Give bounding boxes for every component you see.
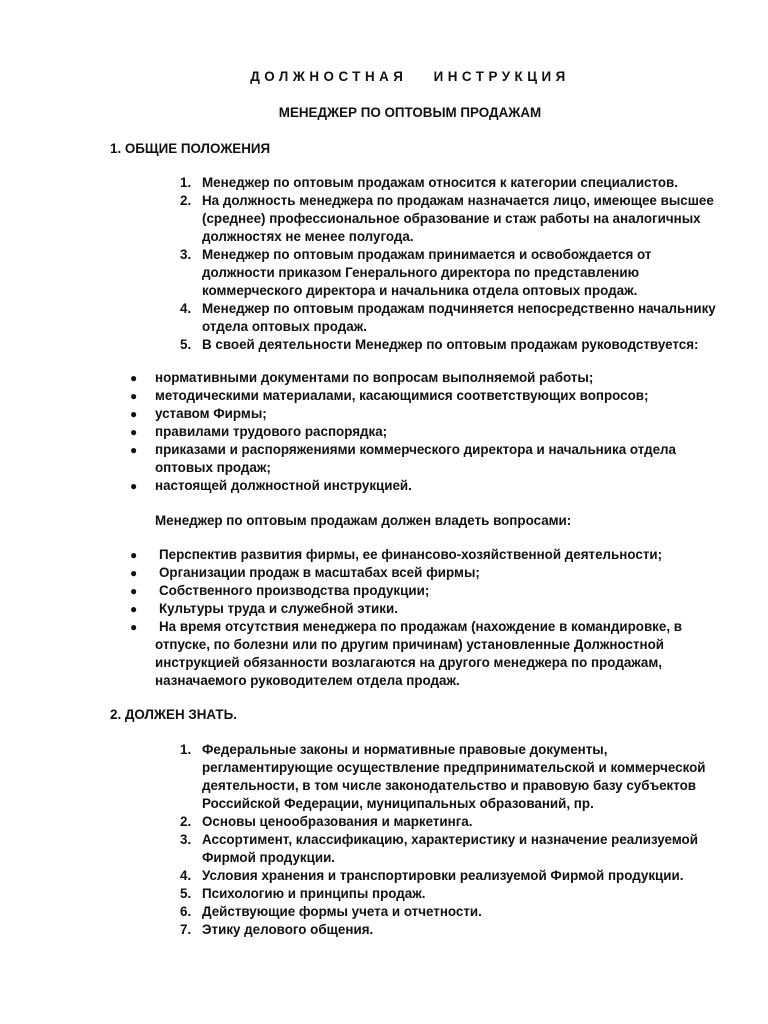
bullet-item xyxy=(130,369,700,387)
knowledge-intro: Менеджер по оптовым продажам должен владеть вопросами: xyxy=(155,513,572,528)
section-2-heading: 2. ДОЛЖЕН ЗНАТЬ. xyxy=(110,707,237,722)
list-item-number: 5. xyxy=(180,337,192,352)
bullet-item xyxy=(130,600,700,618)
list-item-number: 2. xyxy=(180,193,192,208)
list-item-text: На должность менеджера по продажам назначается лицо, имеющее высшее (среднее) профессиональное образование и стаж работы на аналогичных должностях не менее полугода. xyxy=(202,193,714,244)
bullet-icon: ● xyxy=(130,407,138,421)
bullet-icon: ● xyxy=(130,548,138,562)
list-item-text: В своей деятельности Менеджер по оптовым продажам руководствуется: xyxy=(202,337,699,352)
list-item-number: 7. xyxy=(180,922,192,937)
bullet-icon: ● xyxy=(130,584,138,598)
bullet-item xyxy=(130,477,700,495)
bullet-item xyxy=(130,546,700,564)
list-item-number: 4. xyxy=(180,301,192,316)
list-item xyxy=(180,921,720,939)
list-item-number: 4. xyxy=(180,868,192,883)
list-item-text: Менеджер по оптовым продажам принимается и освобождается от должности приказом Генерального директора по представлению коммерческого директора и начальника отдела оптовых продаж. xyxy=(202,247,652,298)
bullet-item-text: нормативными документами по вопросам выполняемой работы; xyxy=(155,370,594,385)
list-item-text: Основы ценообразования и маркетинга. xyxy=(202,814,473,829)
section-1-heading: 1. ОБЩИЕ ПОЛОЖЕНИЯ xyxy=(110,141,271,156)
bullet-icon: ● xyxy=(130,371,138,385)
bullet-item-text: На время отсутствия менеджера по продажам (нахождение в командировке, в отпуске, по болезни или по другим причинам) установленные Должностной инструкцией обязанности возлагаются на другого менеджера по продажам, назначаемого руководителем отдела продаж. xyxy=(155,619,682,688)
list-item-number: 3. xyxy=(180,832,192,847)
bullet-item-text: уставом Фирмы; xyxy=(155,406,267,421)
list-item xyxy=(180,192,720,246)
list-item-text: Условия хранения и транспортировки реализуемой Фирмой продукции. xyxy=(202,868,684,883)
bullet-item-text: правилами трудового распорядка; xyxy=(155,424,388,439)
bullet-item-text: Организации продаж в масштабах всей фирмы; xyxy=(159,565,480,580)
bullet-item xyxy=(130,423,700,441)
list-item-number: 1. xyxy=(180,742,192,757)
bullet-item-text: методическими материалами, касающимися соответствующих вопросов; xyxy=(155,388,649,403)
list-item xyxy=(180,867,720,885)
bullet-icon: ● xyxy=(130,425,138,439)
list-item xyxy=(180,246,720,300)
list-item-text: Ассортимент, классификацию, характеристику и назначение реализуемой Фирмой продукции. xyxy=(202,832,698,865)
document-title: ДОЛЖНОСТНАЯ ИНСТРУКЦИЯ xyxy=(250,69,570,84)
bullet-item xyxy=(130,405,700,423)
bullet-icon: ● xyxy=(130,566,138,580)
list-item xyxy=(180,885,720,903)
list-item xyxy=(180,336,720,354)
guided-by-bullet-list xyxy=(130,369,700,495)
list-item-text: Менеджер по оптовым продажам относится к категории специалистов. xyxy=(202,175,679,190)
list-item xyxy=(180,174,720,192)
knowledge-bullet-list xyxy=(130,546,700,690)
list-item-text: Менеджер по оптовым продажам подчиняется непосредственно начальнику отдела оптовых продаж. xyxy=(202,301,716,334)
list-item-number: 2. xyxy=(180,814,192,829)
bullet-icon: ● xyxy=(130,620,138,634)
bullet-item-text: настоящей должностной инструкцией. xyxy=(155,478,412,493)
document-subtitle: МЕНЕДЖЕР ПО ОПТОВЫМ ПРОДАЖАМ xyxy=(278,105,542,120)
bullet-item-text: Собственного производства продукции; xyxy=(159,583,430,598)
bullet-icon: ● xyxy=(130,389,138,403)
bullet-item xyxy=(130,618,700,690)
bullet-item xyxy=(130,582,700,600)
list-item xyxy=(180,903,720,921)
list-item-number: 5. xyxy=(180,886,192,901)
bullet-item-text: Культуры труда и служебной этики. xyxy=(159,601,398,616)
list-item xyxy=(180,300,720,336)
bullet-item-text: приказами и распоряжениями коммерческого директора и начальника отдела оптовых продаж; xyxy=(155,442,676,475)
bullet-item xyxy=(130,387,700,405)
bullet-item xyxy=(130,441,700,477)
list-item-number: 1. xyxy=(180,175,192,190)
bullet-item xyxy=(130,564,700,582)
list-item xyxy=(180,741,720,813)
list-item-text: Этику делового общения. xyxy=(202,922,374,937)
list-item-text: Федеральные законы и нормативные правовые документы, регламентирующие осуществление предпринимательской и коммерческой деятельности, в том числе законодательство и правовую базу субъектов Российской Федерации, муниципальных образований, пр. xyxy=(202,742,706,811)
bullet-item-text: Перспектив развития фирмы, ее финансово-хозяйственной деятельности; xyxy=(159,547,663,562)
section-2-numbered-list xyxy=(180,741,720,939)
list-item-text: Психологию и принципы продаж. xyxy=(202,886,426,901)
list-item-number: 3. xyxy=(180,247,192,262)
list-item-number: 6. xyxy=(180,904,192,919)
bullet-icon: ● xyxy=(130,479,138,493)
list-item xyxy=(180,813,720,831)
bullet-icon: ● xyxy=(130,443,138,457)
list-item xyxy=(180,831,720,867)
bullet-icon: ● xyxy=(130,602,138,616)
section-1-numbered-list xyxy=(180,174,720,354)
list-item-text: Действующие формы учета и отчетности. xyxy=(202,904,482,919)
